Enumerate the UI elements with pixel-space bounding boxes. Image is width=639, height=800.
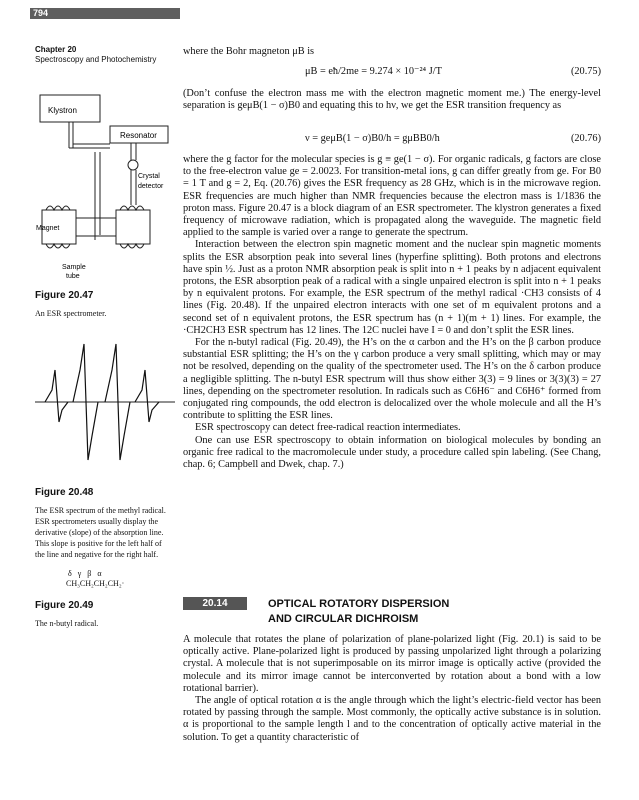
tube-label: tube [66,273,80,280]
figure-20-49-label: Figure 20.49 [35,600,94,611]
klystron-label: Klystron [48,106,77,115]
figure-20-49-caption: The n-butyl radical. [35,619,99,628]
paragraph-free-radical: ESR spectroscopy can detect free-radical reaction intermediates. [195,422,461,434]
section-title [268,597,449,627]
figure-20-48-label: Figure 20.48 [35,487,94,498]
paragraph-spin-labeling: One can use ESR spectroscopy to obtain information on biological molecules by bonding an organic free radical to the macromolecule under study, a procedure called spin labeling. (See Chang, chap. 6; Campbell and Dwek, chap. 7.) [183,434,601,471]
section-body [183,634,601,744]
resonator-label: Resonator [120,131,157,140]
paragraph-n-butyl: For the n-butyl radical (Fig. 20.49), the H’s on the α carbon and the H’s on the β carbon produce substantial ESR splitting; the H’s on the γ carbon produce a very small splitting, which may or may not be resolved, depending on the quality of the spectrometer used. The H’s on the δ carbon produce a negligible splitting. The n-butyl ESR spectrum will thus show either 3(3) = 9 lines or 3(3)(3) = 27 lines, depending on the spectrometer resolution. In radicals such as C6H6⁻ and C6H6⁺ formed from conjugated ring compounds, the odd electron is delocalized over the whole molecule and all the H’s contribute to splitting the ESR lines. [183,337,601,422]
equation-20-76-formula: ν = geμB(1 − σ)B0/h = gμBB0/h [305,133,440,144]
figure-20-47-label: Figure 20.47 [35,290,94,301]
figure-20-47-caption: An ESR spectrometer. [35,309,107,318]
figure-20-48-caption-block [35,487,173,560]
greek-labels: δ γ β α [68,569,102,578]
section-title-line-1: OPTICAL ROTATORY DISPERSION [268,598,450,610]
chapter-title: Spectroscopy and Photochemistry [35,55,157,64]
page-number: 794 [33,8,49,18]
figure-20-48-caption: The ESR spectrum of the methyl radical. ESR spectrometers usually display the derivative (slope) of the absorption line. This slope is positive for the left half of the line and negative for the right half. [35,506,166,559]
figure-20-49-caption-block [35,600,173,629]
paragraph-bohr-intro: where the Bohr magneton μB is [183,46,315,57]
section-number: 20.14 [183,597,247,610]
paragraph-optical-rotation: The angle of optical rotation α is the angle through which the light’s electric-field vector has been rotated by passing through the sample. Most commonly, the optically active substance is in solution. α is proportional to the sample length l and to the concentration of optically active material in the solution. To get a quantity characteristic of [183,695,601,743]
esr-methyl-spectrum [35,340,175,470]
crystal-label: Crystal [138,173,160,180]
equation-20-75-number: (20.75) [570,66,601,77]
section-title-line-2: AND CIRCULAR DICHROISM [268,613,419,625]
magnet-label: Magnet [36,225,60,232]
sample-label: Sample [62,264,86,271]
chapter-number: Chapter 20 [35,45,77,54]
figure-20-47-caption-block [35,290,173,319]
paragraph-hyperfine: Interaction between the electron spin magnetic moment and the nuclear spin magnetic moments splits the ESR absorption peak into several lines (hyperfine splitting). Both protons and electrons have spin ½. Just as a proton NMR absorption peak is split into n + 1 peaks by n adjacent equivalent protons, the ESR absorption peak of a radical with a single unpaired electron is split into n + 1 peaks by n equivalent protons. For example, the ESR spectrum of the methyl radical ·CH3 consists of 4 lines (Fig. 20.48). If the unpaired electron interacts with one set of m equivalent protons and a second set of n equivalent protons, the ESR spectrum has (n + 1)(m + 1) lines. For example, the ·CH2CH3 ESR spectrum has 12 lines. The 12C nuclei have I = 0 and don’t split the ESR lines. [183,239,601,336]
n-butyl-structure [66,569,124,589]
equation-20-75-formula: μB = eħ/2me = 9.274 × 10⁻²⁴ J/T [305,66,442,77]
detector-label: detector [138,183,164,190]
magnet-right [116,210,150,244]
spectrum-line-4 [135,370,159,422]
spectrum-line-1 [45,370,68,422]
main-text-body [183,154,601,471]
butyl-formula: CH₃CH₂CH₂CH₂· [66,579,125,588]
paragraph-energy-separation: (Don’t confuse the electron mass me with the electron magnetic moment me.) The energy-level separation is geμB(1 − σ)B0 and equating this to hν, we get the ESR transition frequency as [183,88,601,112]
paragraph-optically-active: A molecule that rotates the plane of polarization of plane-polarized light (Fig. 20.1) is said to be optically active. Plane-polarized light is produced by passing unpolarized light through a polarizing crystal. A molecule that is not superimposable on its mirror image is optically active (provided the molecule and its mirror image cannot be interconverted by rotation about a bond with a low rotational barrier). [183,634,601,694]
esr-spectrometer-diagram [0,0,180,290]
paragraph-g-factor: where the g factor for the molecular species is g ≡ ge(1 − σ). For organic radicals, g factors are close to the free-electron value ge = 2.0023. For transition-metal ions, g can differ greatly from ge. For B0 = 1 T and g = 2, Eq. (20.76) gives the ESR frequency as 28 GHz, which is in the microwave region. ESR frequencies are much higher than NMR frequencies because the electron mass is 1/1836 the proton mass. Figure 20.47 is a block diagram of an ESR spectrometer. The klystron generates a fixed frequency of microwave radiation, which is propagated along the waveguide. The magnetic field applied to the sample is varied over a range to generate the spectrum. [183,154,601,239]
equation-20-76-number: (20.76) [570,133,601,144]
